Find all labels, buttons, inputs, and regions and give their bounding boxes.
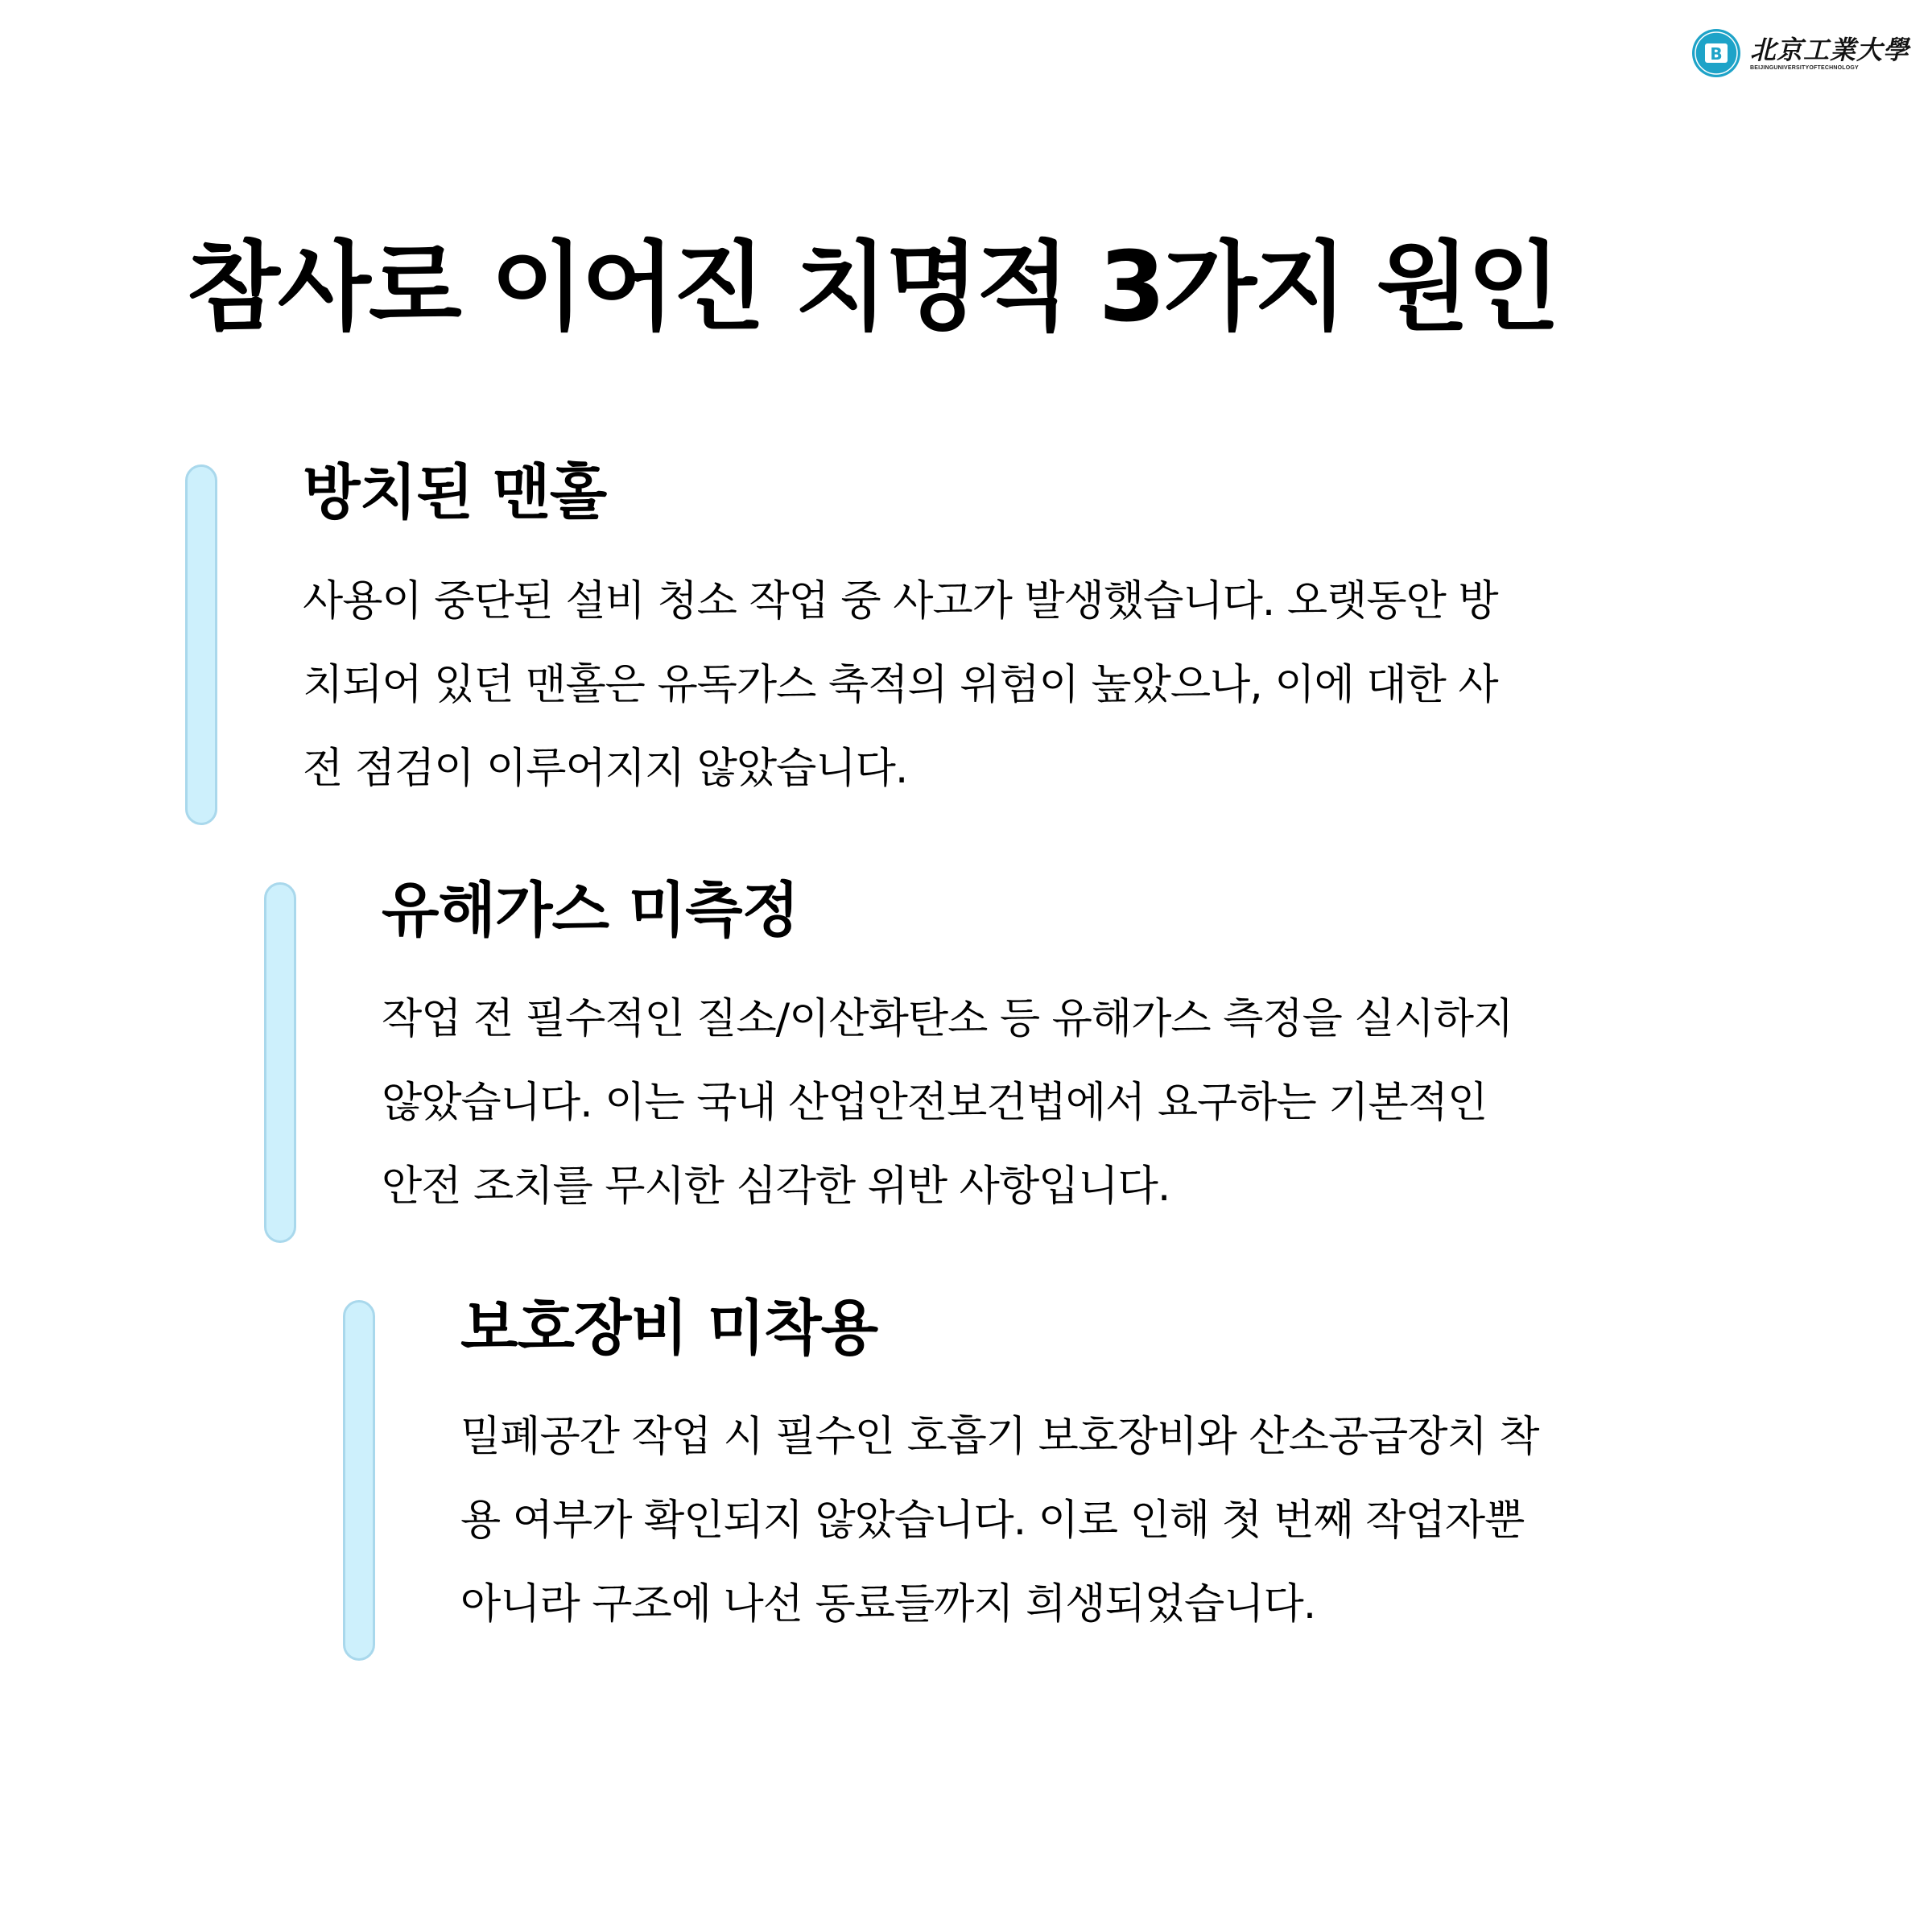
cause-description-line: 아니라 구조에 나선 동료들까지 희생되었습니다. [460, 1580, 1316, 1629]
cause-accent-bar [264, 882, 296, 1243]
cause-description [460, 1395, 1539, 1646]
cause-title: 보호장비 미착용 [460, 1294, 878, 1363]
university-logo-text [1750, 35, 1909, 71]
cause-description-line: 치되어 있던 맨홀은 유독가스 축적의 위험이 높았으나, 이에 대한 사 [303, 661, 1498, 709]
cause-description-line: 전 점검이 이루어지지 않았습니다. [303, 745, 908, 793]
cause-description-line: 안전 조치를 무시한 심각한 위반 사항입니다. [382, 1162, 1170, 1211]
cause-accent-bar [185, 464, 217, 825]
cause-description [382, 977, 1513, 1228]
cause-description-line: 작업 전 필수적인 질소/이산화탄소 등 유해가스 측정을 실시하지 [382, 995, 1513, 1043]
university-name-chinese: 北京工業大學 [1749, 35, 1909, 65]
cause-description [303, 559, 1498, 811]
cause-content [460, 1284, 1539, 1646]
university-logo [1690, 27, 1909, 79]
cause-accent-bar [343, 1300, 375, 1661]
university-name-english: BEIJINGUNIVERSITYOFTECHNOLOGY [1749, 65, 1859, 71]
cause-title: 유해가스 미측정 [382, 876, 799, 945]
cause-title: 방치된 맨홀 [303, 458, 607, 527]
university-seal-icon [1690, 27, 1742, 79]
cause-content [382, 866, 1513, 1228]
cause-content [303, 448, 1498, 811]
page-title: 참사로 이어진 치명적 3가지 원인 [187, 232, 1558, 344]
cause-description-line: 용 여부가 확인되지 않았습니다. 이로 인해 첫 번째 작업자뿐 [460, 1496, 1525, 1545]
cause-description-line: 밀폐공간 작업 시 필수인 호흡기 보호장비와 산소공급장치 착 [460, 1413, 1539, 1461]
cause-description-line: 않았습니다. 이는 국내 산업안전보건법에서 요구하는 기본적인 [382, 1079, 1488, 1127]
seal-letter: B [1710, 44, 1723, 64]
cause-description-line: 사용이 중단된 설비 청소 작업 중 사고가 발생했습니다. 오랫동안 방 [303, 577, 1498, 625]
